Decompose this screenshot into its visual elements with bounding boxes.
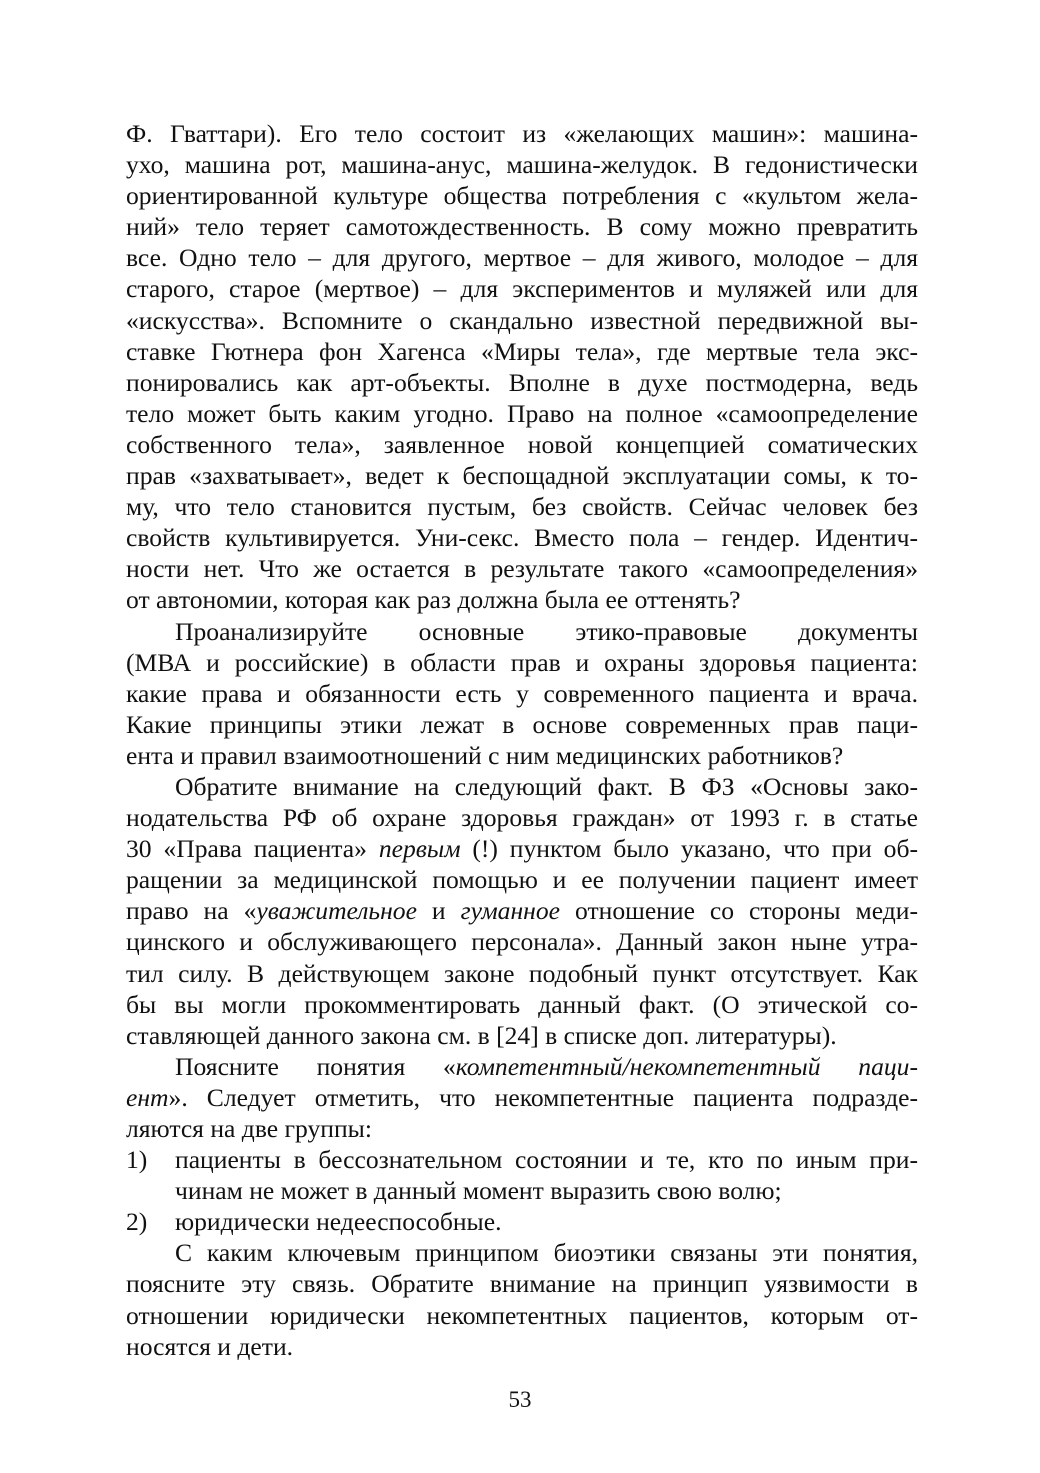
text-run: 30 «Права пациента»: [126, 834, 379, 864]
text-line: тил силу. В действующем законе подобный пункт отсутствует. Как: [126, 958, 918, 988]
text-line: [126, 1051, 918, 1082]
text-line: понировались как арт-объекты. Вполне в духе постмодерна, ведь: [126, 367, 918, 397]
text-line: Обратите внимание на следующий факт. В ФЗ «Основы зако-: [175, 771, 918, 801]
text-run: (!) пунктом было указано, что при об-: [460, 834, 918, 864]
paragraph-5: [126, 1237, 918, 1361]
page-body: [126, 118, 918, 1362]
text-run: Поясните понятия «: [175, 1051, 456, 1081]
list-item: [126, 1144, 918, 1206]
list-item: [126, 1206, 918, 1237]
emphasis-text: компетентный/некомпетентный паци-: [455, 1051, 919, 1081]
text-run: отношение со стороны меди-: [560, 896, 918, 926]
text-line: прав «захватывает», ведет к беспощадной эксплуатации сомы, к то-: [126, 461, 918, 491]
text-line: бы вы могли прокомментировать данный факт. (О этической со-: [126, 989, 918, 1019]
text-line: нодательства РФ об охране здоровья граждан» от 1993 г. в статье: [126, 803, 918, 833]
text-line: ращении за медицинской помощью и ее получении пациент имеет: [126, 865, 918, 895]
list-number: 2): [126, 1207, 148, 1237]
text-line: Проанализируйте основные этико-правовые документы: [175, 616, 918, 646]
text-line: ности нет. Что же остается в результате такого «самоопределения»: [126, 554, 918, 584]
emphasis-text: ент: [126, 1082, 169, 1112]
text-line: С каким ключевым принципом биоэтики связаны эти понятия,: [175, 1238, 918, 1268]
text-line: поясните эту связь. Обратите внимание на принцип уязвимости в: [126, 1269, 918, 1299]
text-line: ставляющей данного закона см. в [24] в списке доп. литературы).: [126, 1020, 837, 1050]
page-number: 53: [508, 1387, 532, 1412]
text-line: ставке Гютнера фон Хагенса «Миры тела», где мертвые тела экс-: [126, 336, 918, 366]
paragraph-4: [126, 1051, 918, 1144]
text-line: ляются на две группы:: [126, 1114, 372, 1143]
emphasis-text: первым: [378, 834, 461, 864]
text-line: ориентированной культуре общества потребления с «культом жела-: [126, 181, 918, 211]
text-line: «искусства». Вспомните о скандально известной передвижной вы-: [126, 305, 918, 335]
list-item-text: [175, 1144, 918, 1206]
paragraph-2: [126, 616, 918, 771]
text-line: [126, 833, 918, 864]
text-line: пациенты в бессознательном состоянии и те, кто по иным при-: [175, 1145, 918, 1175]
paragraph-1: [126, 118, 918, 616]
text-line: ента и правил взаимоотношений с ним медицинских работников?: [126, 740, 844, 770]
text-line: чинам не может в данный момент выразить свою волю;: [175, 1176, 782, 1206]
text-line: (МВА и российские) в области прав и охраны здоровья пациента:: [126, 647, 918, 677]
text-run: и: [416, 896, 461, 926]
paragraph-3: [126, 771, 918, 1051]
text-line: [126, 895, 918, 926]
text-line: ухо, машина рот, машина-анус, машина-желудок. В гедонистически: [126, 150, 918, 180]
emphasis-text: гуманное: [460, 896, 560, 926]
text-line: какие права и обязанности есть у современного пациента и врача.: [126, 678, 918, 708]
text-line: от автономии, которая как раз должна была ее оттенять?: [126, 585, 741, 615]
text-line: отношении юридически некомпетентных пациентов, которым от-: [126, 1300, 918, 1330]
text-line: собственного тела», заявленное новой концепцией соматических: [126, 429, 918, 459]
text-line: цинского и обслуживающего персонала». Данный закон ныне утра-: [126, 927, 918, 957]
text-line: тело может быть каким угодно. Право на полное «самоопределение: [126, 398, 918, 428]
text-line: все. Одно тело – для другого, мертвое – для живого, молодое – для: [126, 243, 918, 273]
text-line: му, что тело становится пустым, без свойств. Сейчас человек без: [126, 492, 918, 522]
text-run: право на «: [126, 896, 257, 926]
text-line: Какие принципы этики лежат в основе современных прав паци-: [126, 709, 918, 739]
text-line: свойств культивируется. Уни-секс. Вместо пола – гендер. Идентич-: [126, 523, 918, 553]
text-line: Ф. Гваттари). Его тело состоит из «желающих машин»: машина-: [126, 119, 918, 148]
text-line: носятся и дети.: [126, 1331, 294, 1361]
text-line: старого, старое (мертвое) – для экспериментов и муляжей или для: [126, 274, 918, 304]
text-line: [126, 1082, 918, 1113]
list-item-text: [175, 1206, 918, 1237]
list-number: 1): [126, 1145, 148, 1175]
text-line: ний» тело теряет самотождественность. В сому можно превратить: [126, 212, 918, 242]
emphasis-text: уважительное: [256, 896, 417, 926]
text-line: юридически недееспособные.: [175, 1207, 502, 1237]
text-run: ». Следует отметить, что некомпетентные пациента подразде-: [168, 1082, 918, 1112]
